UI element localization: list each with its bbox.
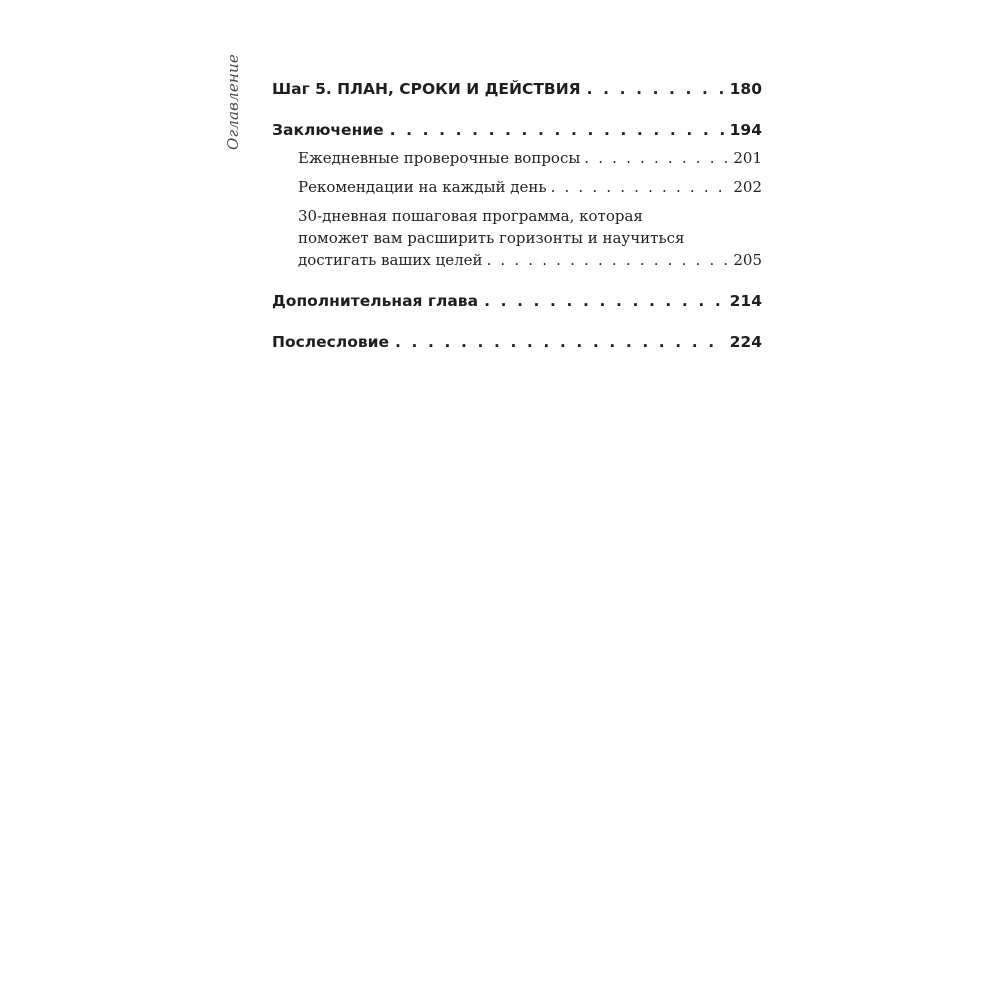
dot-leader <box>551 176 730 198</box>
toc-entry-title-line: 30-дневная пошаговая программа, которая <box>298 207 643 225</box>
toc-entry-afterword[interactable] <box>272 331 762 353</box>
toc-entry-title: Дополнительная глава <box>272 292 479 310</box>
toc-entry-title-line: поможет вам расширить горизонты и научиться <box>298 229 685 247</box>
toc-entry-conclusion[interactable] <box>272 119 762 141</box>
dot-leader <box>486 249 729 271</box>
toc-entry-page: 214 <box>729 292 762 310</box>
table-of-contents <box>272 78 762 353</box>
dot-leader <box>584 147 729 169</box>
toc-entry-page: 224 <box>729 333 762 351</box>
toc-entry-title: Рекомендации на каждый день <box>298 178 547 196</box>
dot-leader <box>390 119 724 141</box>
toc-entry-page: 180 <box>729 80 762 98</box>
toc-entry-page: 205 <box>733 251 762 269</box>
dot-leader <box>484 290 724 312</box>
running-head: Оглавление <box>224 54 242 150</box>
toc-entry-daily-recommendations[interactable] <box>272 176 762 198</box>
toc-entry-title: Шаг 5. ПЛАН, СРОКИ И ДЕЙСТВИЯ <box>272 80 581 98</box>
dot-leader <box>587 78 724 100</box>
toc-entry-title: Ежедневные проверочные вопросы <box>298 149 581 167</box>
dot-leader <box>395 331 724 353</box>
toc-entry-30-day-program[interactable] <box>272 205 762 271</box>
toc-entry-additional-chapter[interactable] <box>272 290 762 312</box>
toc-entry-page: 202 <box>733 178 762 196</box>
toc-entry-page: 194 <box>729 121 762 139</box>
toc-entry-title: Заключение <box>272 121 384 139</box>
toc-entry-daily-questions[interactable] <box>272 147 762 169</box>
toc-entry-step5[interactable] <box>272 78 762 100</box>
toc-entry-title: Послесловие <box>272 333 390 351</box>
toc-entry-page: 201 <box>733 149 762 167</box>
toc-entry-title-line: достигать ваших целей <box>298 251 483 269</box>
